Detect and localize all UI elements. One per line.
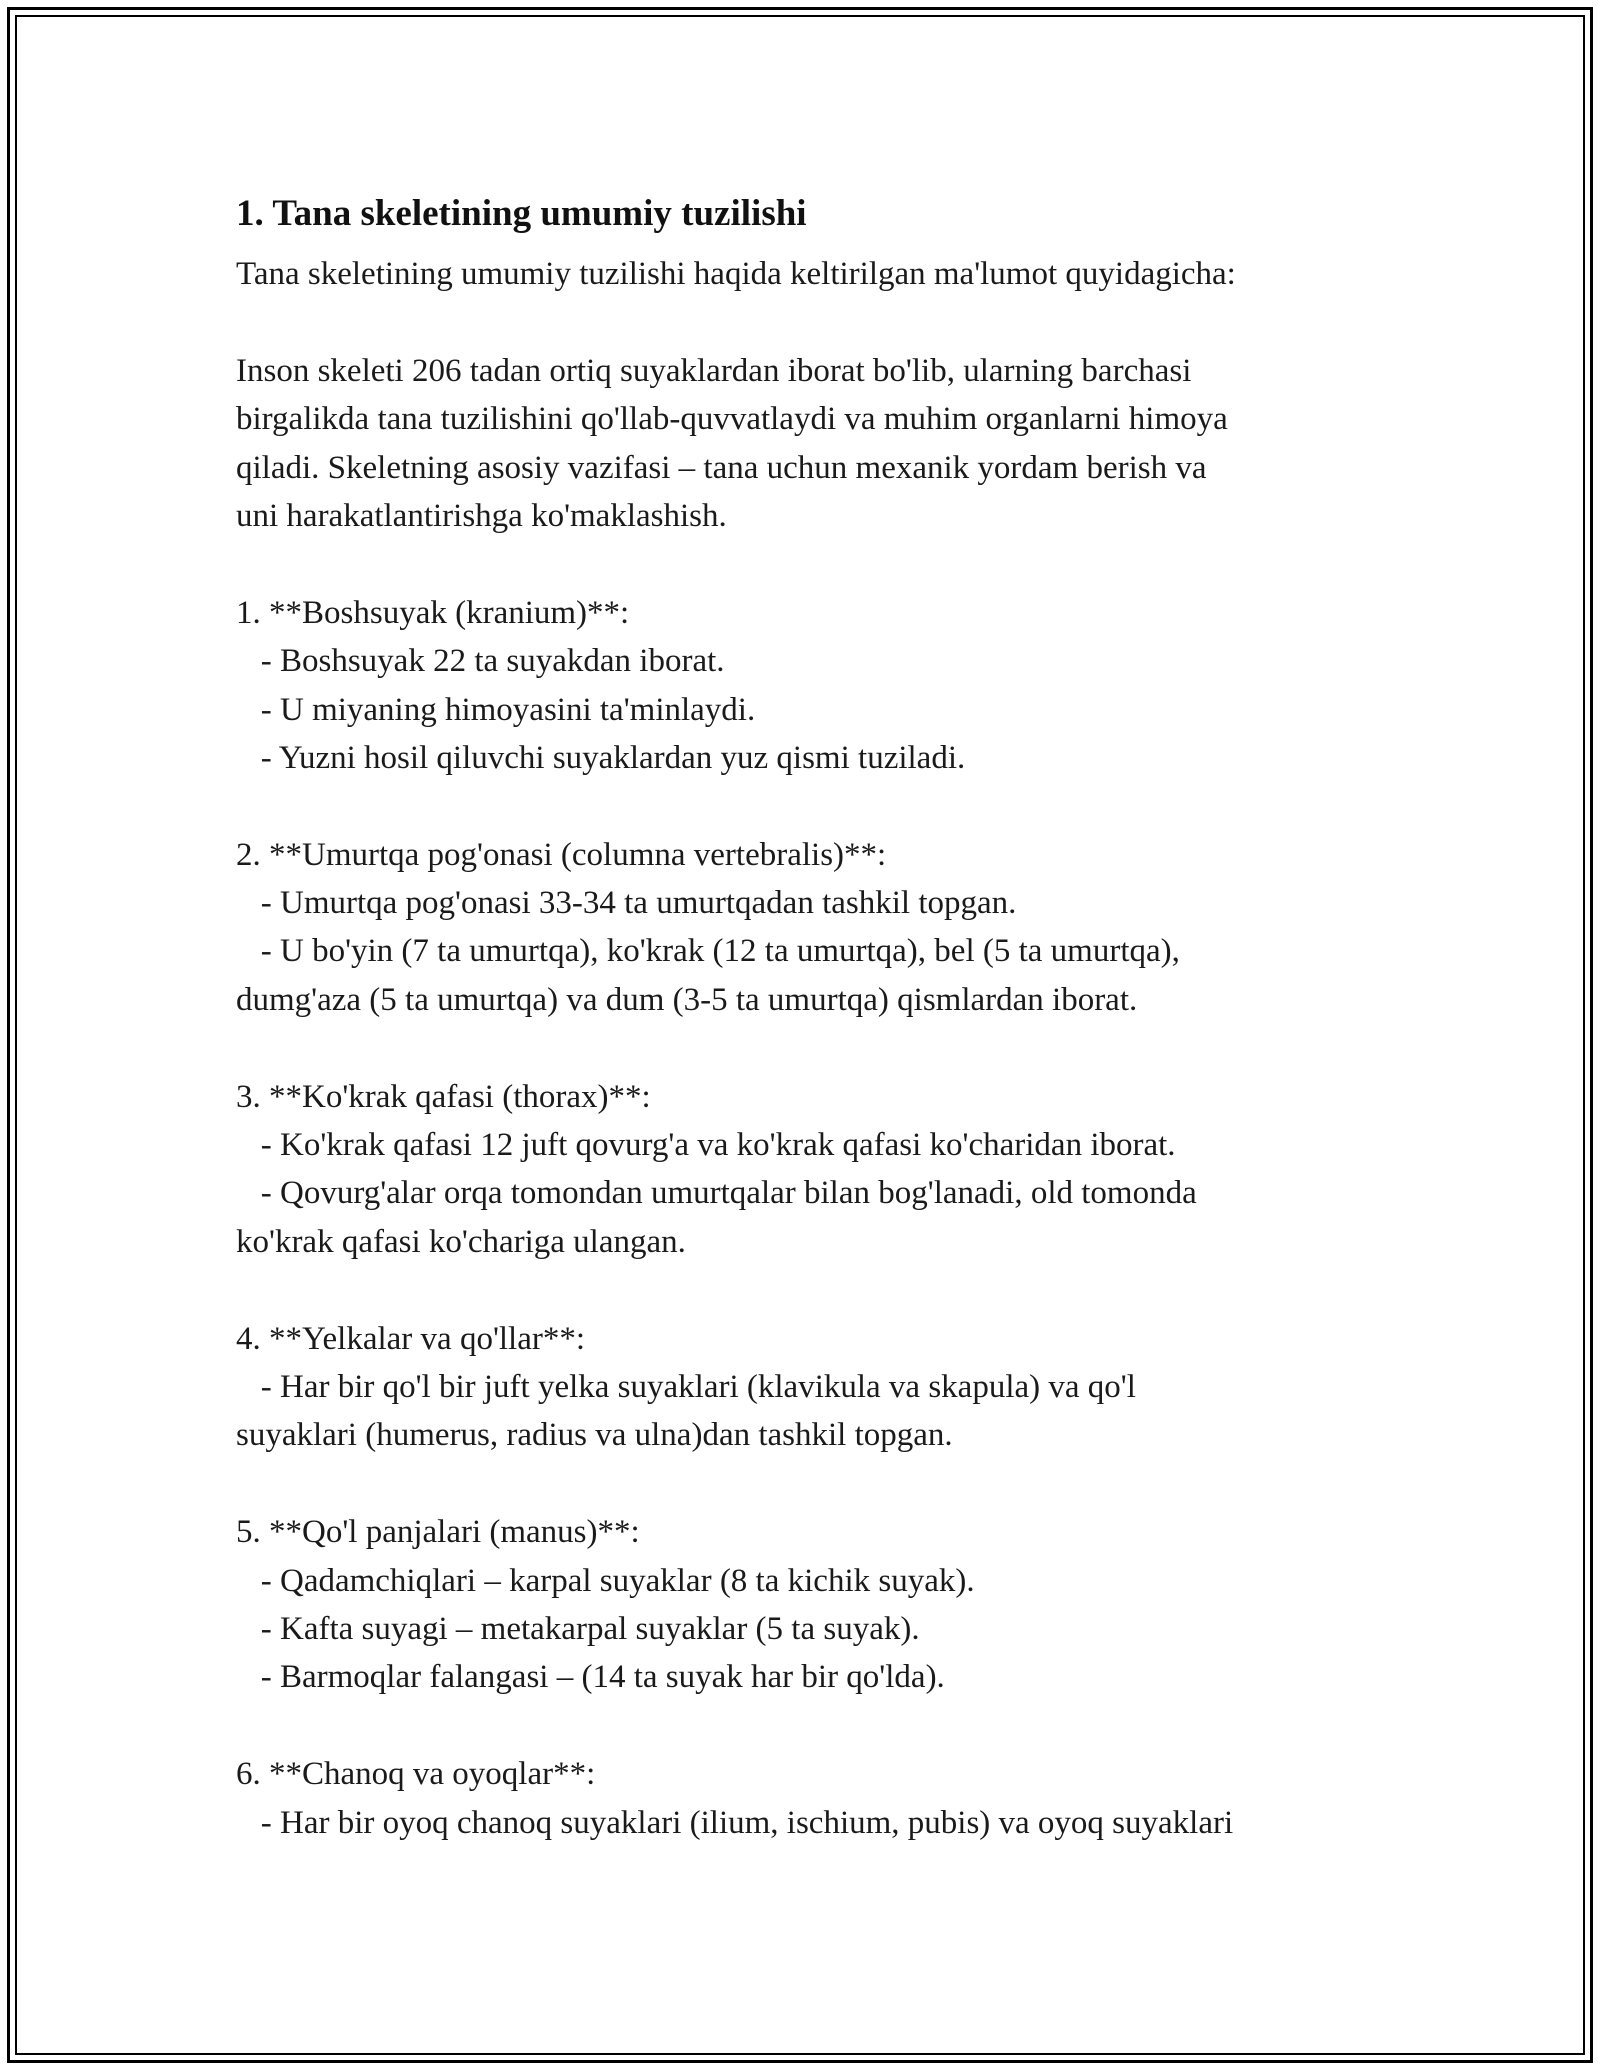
section-line: dumg'aza (5 ta umurtqa) va dum (3-5 ta umurtqa) qismlardan iborat. (236, 981, 1138, 1018)
section-heading: 4. **Yelkalar va qo'llar**: (236, 1320, 586, 1357)
section-yelkalar (236, 1315, 1416, 1460)
section-heading: 5. **Qo'l panjalari (manus)**: (236, 1514, 640, 1551)
spacer (236, 1266, 1416, 1314)
section-line: - Barmoqlar falangasi – (14 ta suyak har bir qo'lda). (236, 1659, 945, 1696)
section-line: - Yuzni hosil qiluvchi suyaklardan yuz qismi tuziladi. (236, 739, 966, 776)
spacer (236, 1460, 1416, 1508)
intro-text: Tana skeletining umumiy tuzilishi haqida keltirilgan ma'lumot quyidagicha: (236, 256, 1236, 292)
section-line: - Har bir oyoq chanoq suyaklari (ilium, ischium, pubis) va oyoq suyaklari (236, 1804, 1234, 1841)
section-chanoq (236, 1750, 1416, 1847)
paragraph-line: Inson skeleti 206 tadan ortiq suyaklardan iborat bo'lib, ularning barchasi (236, 352, 1192, 389)
paragraph-line: qiladi. Skeletning asosiy vazifasi – tana uchun mexanik yordam berish va (236, 449, 1207, 486)
spacer (236, 298, 1416, 346)
page-title: 1. Tana skeletining umumiy tuzilishi (236, 193, 807, 234)
section-line: - Ko'krak qafasi 12 juft qovurg'a va ko'krak qafasi ko'charidan iborat. (236, 1127, 1176, 1164)
intro-paragraph (236, 347, 1416, 541)
section-heading: 1. **Boshsuyak (kranium)**: (236, 594, 630, 631)
section-line: - U miyaning himoyasini ta'minlaydi. (236, 691, 756, 728)
section-line: suyaklari (humerus, radius va ulna)dan tashkil topgan. (236, 1417, 953, 1454)
section-line: - Har bir qo'l bir juft yelka suyaklari (klavikula va skapula) va qo'l (236, 1368, 1136, 1405)
section-line: - Qovurg'alar orqa tomondan umurtqalar bilan bog'lanadi, old tomonda (236, 1175, 1197, 1212)
spacer (236, 540, 1416, 588)
paragraph-line: uni harakatlantirishga ko'maklashish. (236, 497, 727, 534)
section-line: ko'krak qafasi ko'chariga ulangan. (236, 1223, 686, 1260)
section-panjalar (236, 1508, 1416, 1702)
section-heading: 3. **Ko'krak qafasi (thorax)**: (236, 1078, 651, 1115)
section-line: - U bo'yin (7 ta umurtqa), ko'krak (12 ta umurtqa), bel (5 ta umurtqa), (236, 933, 1180, 970)
section-boshsuyak (236, 589, 1416, 783)
spacer (236, 1702, 1416, 1750)
section-line: - Umurtqa pog'onasi 33-34 ta umurtqadan tashkil topgan. (236, 885, 1017, 922)
section-line: - Kafta suyagi – metakarpal suyaklar (5 ta suyak). (236, 1610, 920, 1647)
section-heading: 2. **Umurtqa pog'onasi (columna vertebralis)**: (236, 836, 887, 873)
section-line: - Qadamchiqlari – karpal suyaklar (8 ta kichik suyak). (236, 1562, 975, 1599)
paragraph-line: birgalikda tana tuzilishini qo'llab-quvvatlaydi va muhim organlarni himoya (236, 401, 1228, 438)
section-heading: 6. **Chanoq va oyoqlar**: (236, 1756, 596, 1793)
section-umurtqa (236, 831, 1416, 1025)
section-kokrak (236, 1073, 1416, 1267)
spacer (236, 782, 1416, 830)
spacer (236, 1024, 1416, 1072)
section-line: - Boshsuyak 22 ta suyakdan iborat. (236, 643, 725, 680)
document-body (236, 180, 1416, 1847)
